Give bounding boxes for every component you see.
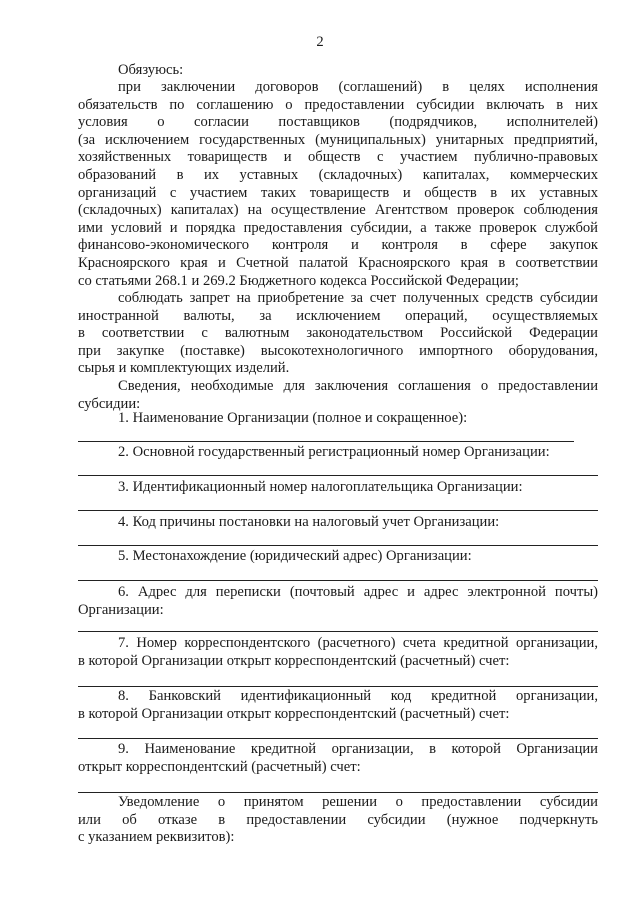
field-legal-address	[78, 548, 598, 566]
text-line: при закупке (поставке) высокотехнологичного импортного оборудования,	[78, 342, 598, 359]
field-label: 3. Идентификационный номер налогоплательщика Организации:	[118, 479, 523, 495]
field-label: Организации:	[78, 601, 164, 618]
text-line: условия о согласии поставщиков (подрядчиков, исполнителей)	[78, 114, 598, 131]
text-line: Сведения, необходимые для заключения соглашения о предоставлении	[118, 378, 598, 394]
field-label: 7. Номер корреспондентского (расчетного) счета кредитной организации,	[118, 635, 598, 651]
obligation-currency-ban	[78, 290, 598, 378]
text-line: финансово-экономического контроля и контроля в сфере закупок	[78, 237, 598, 254]
agreement-info-intro	[78, 378, 598, 413]
field-label: 1. Наименование Организации (полное и сокращенное):	[118, 410, 468, 426]
text-line: в соответствии с валютным законодательством Российской Федерации	[78, 325, 598, 342]
text-line: (за исключением государственных (муниципальных) унитарных предприятий,	[78, 131, 598, 148]
page-number: 2	[316, 34, 324, 50]
field-label: в которой Организации открыт корреспондентский (расчетный) счет:	[78, 652, 510, 669]
fill-line	[78, 631, 598, 632]
fill-line	[78, 686, 598, 687]
text-line: организаций с участием таких товариществ и обществ в их уставных	[78, 184, 598, 201]
field-label: 6. Адрес для переписки (почтовый адрес и адрес электронной почты)	[118, 584, 598, 600]
obligations-heading: Обязуюсь:	[118, 62, 184, 78]
fill-line	[78, 580, 598, 581]
field-label: 9. Наименование кредитной организации, в которой Организации	[118, 741, 598, 757]
text-line: при заключении договоров (соглашений) в целях исполнения	[118, 79, 598, 95]
field-label: 5. Местонахождение (юридический адрес) Организации:	[118, 548, 472, 564]
fill-line	[78, 475, 598, 476]
field-label: 4. Код причины постановки на налоговый учет Организации:	[118, 514, 500, 530]
fill-line	[78, 738, 598, 739]
field-label: в которой Организации открыт корреспондентский (расчетный) счет:	[78, 705, 510, 722]
field-bank-name	[78, 741, 598, 776]
decision-notice	[78, 794, 598, 847]
field-org-name	[78, 410, 598, 428]
field-ogrn	[78, 444, 598, 462]
fill-line	[78, 510, 598, 511]
fill-line	[78, 792, 598, 793]
field-label: открыт корреспондентский (расчетный) счет:	[78, 758, 361, 775]
text-line: с указанием реквизитов):	[78, 829, 235, 846]
field-mailing-address	[78, 584, 598, 619]
text-line: субсидии:	[78, 395, 141, 412]
text-line: образований в их уставных (складочных) капиталах, коммерческих	[78, 166, 598, 183]
field-kpp	[78, 514, 598, 532]
text-line: со статьями 268.1 и 269.2 Бюджетного кодекса Российской Федерации;	[78, 272, 519, 289]
text-line: хозяйственных товариществ и обществ с участием публично-правовых	[78, 149, 598, 166]
fill-line	[78, 441, 574, 442]
text-line: соблюдать запрет на приобретение за счет полученных средств субсидии	[118, 290, 598, 306]
field-inn	[78, 479, 598, 497]
text-line: (складочных) капиталах) на осуществление Агентством проверок соблюдения	[78, 202, 598, 219]
field-bik	[78, 688, 598, 723]
text-line: Уведомление о принятом решении о предоставлении субсидии	[118, 794, 598, 810]
field-label: 8. Банковский идентификационный код кредитной организации,	[118, 688, 598, 704]
text-line: или об отказе в предоставлении субсидии (нужное подчеркнуть	[78, 811, 598, 828]
text-line: Красноярского края и Счетной палатой Красноярского края в соответствии	[78, 254, 598, 271]
text-line: обязательств по соглашению о предоставлении субсидии включать в них	[78, 96, 598, 113]
obligation-contract-terms	[78, 79, 598, 290]
field-label: 2. Основной государственный регистрационный номер Организации:	[118, 444, 550, 460]
text-line: ими условий и порядка предоставления субсидии, а также проверок службой	[78, 219, 598, 236]
text-line: иностранной валюты, за исключением операций, осуществляемых	[78, 307, 598, 324]
text-line: сырья и комплектующих изделий.	[78, 360, 290, 377]
field-account-number	[78, 635, 598, 670]
fill-line	[78, 545, 598, 546]
